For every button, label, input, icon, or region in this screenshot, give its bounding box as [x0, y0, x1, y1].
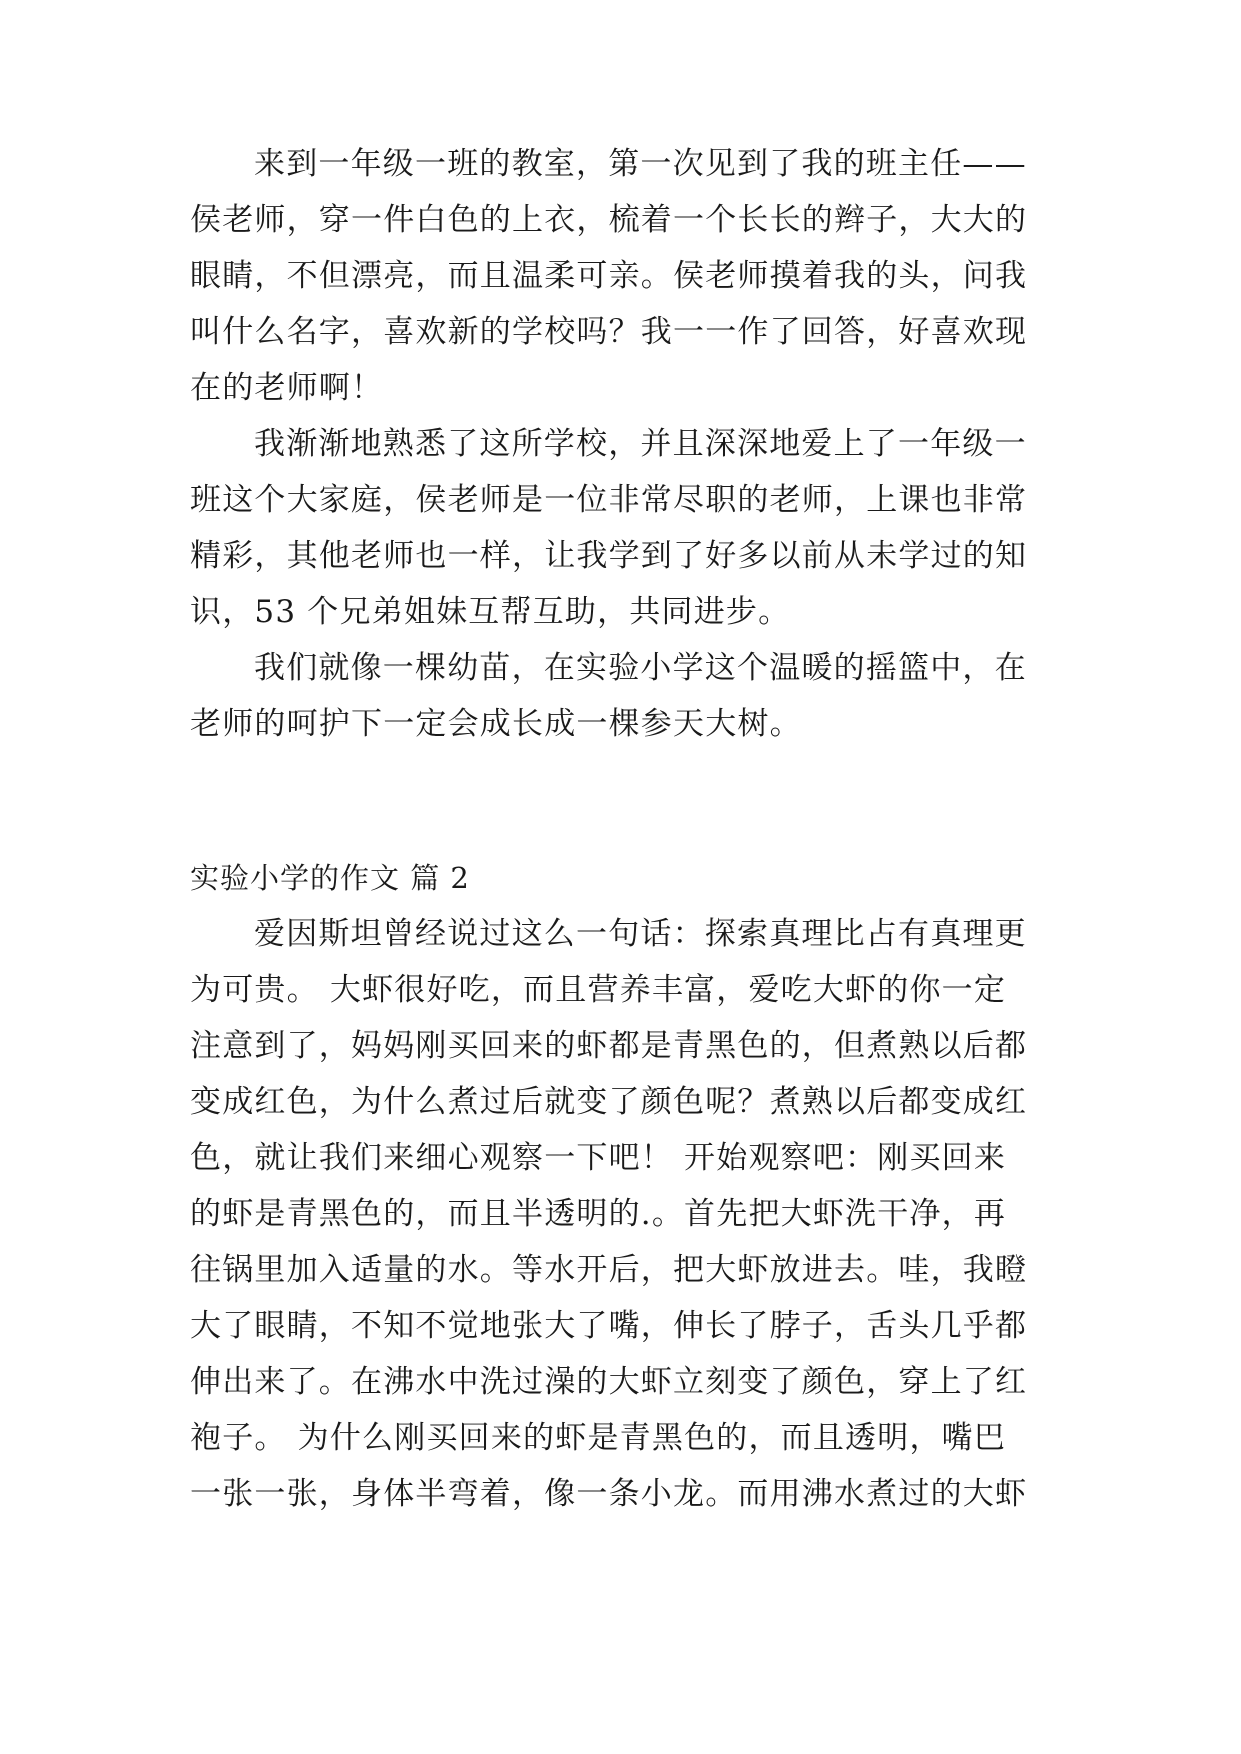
text-line: 袍子。 为什么刚买回来的虾是青黑色的，而且透明，嘴巴 [190, 1420, 1007, 1456]
text-line: 的虾是青黑色的，而且半透明的.。首先把大虾洗干净，再 [190, 1196, 1007, 1232]
text-line: 精彩，其他老师也一样，让我学到了好多以前从未学过的知 [190, 538, 1028, 574]
text-line: 往锅里加入适量的水。等水开后，把大虾放进去。哇，我瞪 [190, 1252, 1028, 1288]
text-line: 叫什么名字，喜欢新的学校吗？我一一作了回答，好喜欢现 [190, 314, 1028, 350]
text-line: 来到一年级一班的教室，第一次见到了我的班主任—— [254, 146, 1027, 182]
text-line: 伸出来了。在沸水中洗过澡的大虾立刻变了颜色，穿上了红 [190, 1364, 1028, 1400]
text-line: 爱因斯坦曾经说过这么一句话：探索真理比占有真理更 [254, 916, 1027, 952]
text-line: 一张一张，身体半弯着，像一条小龙。而用沸水煮过的大虾 [190, 1476, 1028, 1512]
text-line: 大了眼睛，不知不觉地张大了嘴，伸长了脖子，舌头几乎都 [190, 1308, 1028, 1344]
text-line: 我渐渐地熟悉了这所学校，并且深深地爱上了一年级一 [254, 426, 1027, 462]
text-line: 注意到了，妈妈刚买回来的虾都是青黑色的，但煮熟以后都 [190, 1028, 1028, 1064]
text-line: 老师的呵护下一定会成长成一棵参天大树。 [190, 706, 802, 742]
text-line: 眼睛，不但漂亮，而且温柔可亲。侯老师摸着我的头，问我 [190, 258, 1028, 294]
text-line: 班这个大家庭，侯老师是一位非常尽职的老师，上课也非常 [190, 482, 1028, 518]
section-heading: 实验小学的作文 篇 2 [190, 861, 470, 895]
text-line: 色，就让我们来细心观察一下吧！ 开始观察吧：刚买回来 [190, 1140, 1007, 1176]
text-line: 为可贵。 大虾很好吃，而且营养丰富，爱吃大虾的你一定 [190, 972, 1007, 1008]
text-line: 变成红色，为什么煮过后就变了颜色呢？煮熟以后都变成红 [190, 1084, 1028, 1120]
text-line: 在的老师啊！ [190, 370, 384, 406]
text-line: 识，53 个兄弟姐妹互帮互助，共同进步。 [190, 594, 791, 630]
text-line: 侯老师，穿一件白色的上衣，梳着一个长长的辫子，大大的 [190, 202, 1028, 238]
text-line: 我们就像一棵幼苗，在实验小学这个温暖的摇篮中，在 [254, 650, 1027, 686]
